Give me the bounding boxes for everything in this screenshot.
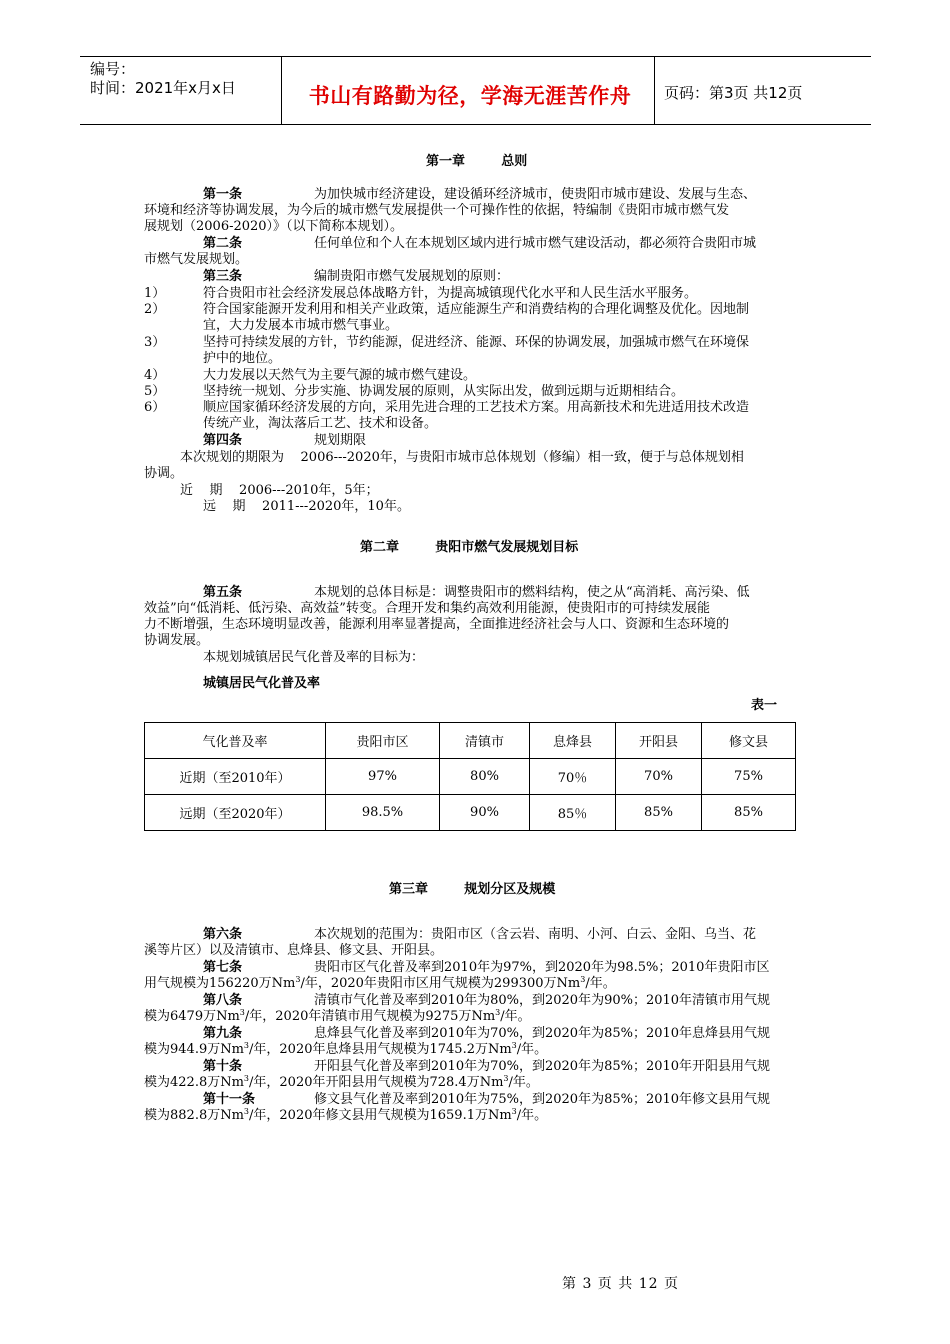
- target-intro: 本规划城镇居民气化普及率的目标为：: [203, 650, 425, 665]
- principle-2-num: 2）: [144, 302, 166, 317]
- principle-1-num: 1）: [144, 286, 166, 301]
- article-7-label: 第七条: [203, 960, 243, 975]
- article-7-line-1: 贵阳市区气化普及率到2010年为97%，到2020年为98.5%；2010年贵阳市区: [314, 960, 770, 975]
- table-header-cell: 贵阳市区: [326, 723, 440, 759]
- table-header-cell: 气化普及率: [145, 723, 326, 759]
- table-cell: 90%: [440, 795, 530, 831]
- article-5-line-1: 本规划的总体目标是：调整贵阳市的燃料结构，使之从“高消耗、高污染、低: [314, 585, 750, 600]
- article-2-line-2: 市燃气发展规划。: [144, 252, 249, 267]
- header-page-code: 页码：第3页 共12页: [664, 84, 803, 102]
- principle-6-num: 6）: [144, 400, 166, 415]
- principle-6-line-1: 顺应国家循环经济发展的方向，采用先进合理的工艺技术方案。用高新技术和先进适用技术改造: [203, 400, 750, 415]
- table-cell: 80%: [440, 759, 530, 795]
- article-11-label: 第十一条: [203, 1092, 256, 1107]
- table-cell: 近期（至2010年）: [145, 759, 326, 795]
- article-5-line-2: 效益”向“低消耗、低污染、高效益”转变。合理开发和集约高效利用能源，使贵阳市的可持续发展能: [144, 601, 710, 616]
- article-10-line-2: 模为422.8万Nm$^3$/年，2020年开阳县用气规模为728.4万Nm$^3$/年。: [144, 1074, 539, 1090]
- table-header-cell: 清镇市: [440, 723, 530, 759]
- principle-2-line-2: 宜，大力发展本市城市燃气事业。: [203, 318, 399, 333]
- header-top-rule: [80, 56, 871, 57]
- table-header-row: [145, 723, 796, 759]
- article-3-label: 第三条: [203, 269, 243, 284]
- article-8-label: 第八条: [203, 993, 243, 1008]
- article-8-line-1: 清镇市气化普及率到2010年为80%，到2020年为90%；2010年清镇市用气规: [314, 993, 771, 1008]
- header-divider-left: [281, 56, 282, 125]
- header-motto: 书山有路勤为径，学海无涯苦作舟: [308, 84, 632, 108]
- principle-1-line-1: 符合贵阳市社会经济发展总体战略方针，为提高城镇现代化水平和人民生活水平服务。: [203, 286, 698, 301]
- article-1-line-2: 环境和经济等协调发展，为今后的城市燃气发展提供一个可操作性的依据，特编制《贵阳市城市燃气发: [144, 203, 730, 218]
- article-9-line-1: 息烽县气化普及率到2010年为70%，到2020年为85%；2010年息烽县用气规: [314, 1026, 771, 1041]
- table-row: [145, 795, 796, 831]
- far-term: 远 期 2011---2020年，10年。: [203, 499, 410, 514]
- article-10-label: 第十条: [203, 1059, 243, 1074]
- article-1-label: 第一条: [203, 187, 243, 202]
- article-7-line-2: 用气规模为156220万Nm$^3$/年，2020年贵阳市区用气规模为299300万Nm$^3$/年。: [144, 975, 616, 991]
- article-4-text: 规划期限: [314, 433, 367, 448]
- article-1-line-3: 展规划（2006-2020）》（以下简称本规划）。: [144, 219, 404, 234]
- article-6-label: 第六条: [203, 927, 243, 942]
- article-11-line-1: 修文县气化普及率到2010年为75%，到2020年为85%；2010年修文县用气规: [314, 1092, 771, 1107]
- table-cell: 70％: [530, 759, 616, 795]
- header-date: 时间：2021年x月x日: [90, 79, 236, 97]
- article-5-line-4: 协调发展。: [144, 633, 210, 648]
- header-bottom-rule: [80, 124, 871, 125]
- article-6-line-1: 本次规划的范围为：贵阳市区（含云岩、南明、小河、白云、金阳、乌当、花: [314, 927, 757, 942]
- table-cell: 98.5%: [326, 795, 440, 831]
- gasification-rate-table: [144, 722, 796, 831]
- principle-3-num: 3）: [144, 335, 166, 350]
- article-5-line-3: 力不断增强，生态环境明显改善，能源利用率显著提高，全面推进经济社会与人口、资源和生态环境的: [144, 617, 730, 632]
- chapter-2-title: 第二章 贵阳市燃气发展规划目标: [360, 540, 579, 555]
- table-cell: 85%: [616, 795, 702, 831]
- table-row: [145, 759, 796, 795]
- table-label: 表一: [751, 698, 778, 713]
- article-4-label: 第四条: [203, 433, 243, 448]
- principle-5-num: 5）: [144, 384, 166, 399]
- table-cell: 85％: [530, 795, 616, 831]
- article-5-label: 第五条: [203, 585, 243, 600]
- principle-2-line-1: 符合国家能源开发利用和相关产业政策，适应能源生产和消费结构的合理化调整及优化。因地制: [203, 302, 750, 317]
- near-term: 近 期 2006---2010年，5年；: [180, 483, 379, 498]
- page-footer: 第 3 页 共 12 页: [562, 1276, 679, 1292]
- principle-3-line-1: 坚持可持续发展的方针，节约能源，促进经济、能源、环保的协调发展，加强城市燃气在环境保: [203, 335, 750, 350]
- principle-4-line-1: 大力发展以天然气为主要气源的城市燃气建设。: [203, 368, 477, 383]
- article-9-line-2: 模为944.9万Nm$^3$/年，2020年息烽县用气规模为1745.2万Nm$^3$/年。: [144, 1041, 548, 1057]
- principle-3-line-2: 护中的地位。: [203, 351, 282, 366]
- principle-6-line-2: 传统产业，淘汰落后工艺、技术和设备。: [203, 416, 438, 431]
- article-2-line-1: 任何单位和个人在本规划区域内进行城市燃气建设活动，都必须符合贵阳市城: [314, 236, 757, 251]
- table-cell: 70%: [616, 759, 702, 795]
- table-cell: 97%: [326, 759, 440, 795]
- article-3-text: 编制贵阳市燃气发展规划的原则：: [314, 269, 510, 284]
- article-2-label: 第二条: [203, 236, 243, 251]
- table-title: 城镇居民气化普及率: [203, 676, 321, 691]
- table-header-cell: 开阳县: [616, 723, 702, 759]
- period-line-2: 协调。: [144, 466, 184, 481]
- table-header-cell: 息烽县: [530, 723, 616, 759]
- header-divider-right: [654, 56, 655, 125]
- header-serial-label: 编号：: [90, 60, 136, 78]
- table-cell: 75%: [702, 759, 796, 795]
- table-cell: 85%: [702, 795, 796, 831]
- table-cell: 远期（至2020年）: [145, 795, 326, 831]
- article-10-line-1: 开阳县气化普及率到2010年为70%，到2020年为85%；2010年开阳县用气规: [314, 1059, 771, 1074]
- principle-5-line-1: 坚持统一规划、分步实施、协调发展的原则，从实际出发，做到远期与近期相结合。: [203, 384, 685, 399]
- principle-4-num: 4）: [144, 368, 166, 383]
- article-9-label: 第九条: [203, 1026, 243, 1041]
- table-header-cell: 修文县: [702, 723, 796, 759]
- chapter-3-title: 第三章 规划分区及规模: [389, 882, 556, 897]
- article-8-line-2: 模为6479万Nm$^3$/年，2020年清镇市用气规模为9275万Nm$^3$/年。: [144, 1008, 531, 1024]
- article-6-line-2: 溪等片区）以及清镇市、息烽县、修文县、开阳县。: [144, 943, 444, 958]
- article-11-line-2: 模为882.8万Nm$^3$/年，2020年修文县用气规模为1659.1万Nm$^3$/年。: [144, 1107, 548, 1123]
- article-1-line-1: 为加快城市经济建设，建设循环经济城市，使贵阳市城市建设、发展与生态、: [314, 187, 757, 202]
- period-line-1: 本次规划的期限为 2006---2020年，与贵阳市城市总体规划（修编）相一致，便于与总体规划相: [180, 450, 744, 465]
- chapter-1-title: 第一章 总则: [426, 154, 528, 169]
